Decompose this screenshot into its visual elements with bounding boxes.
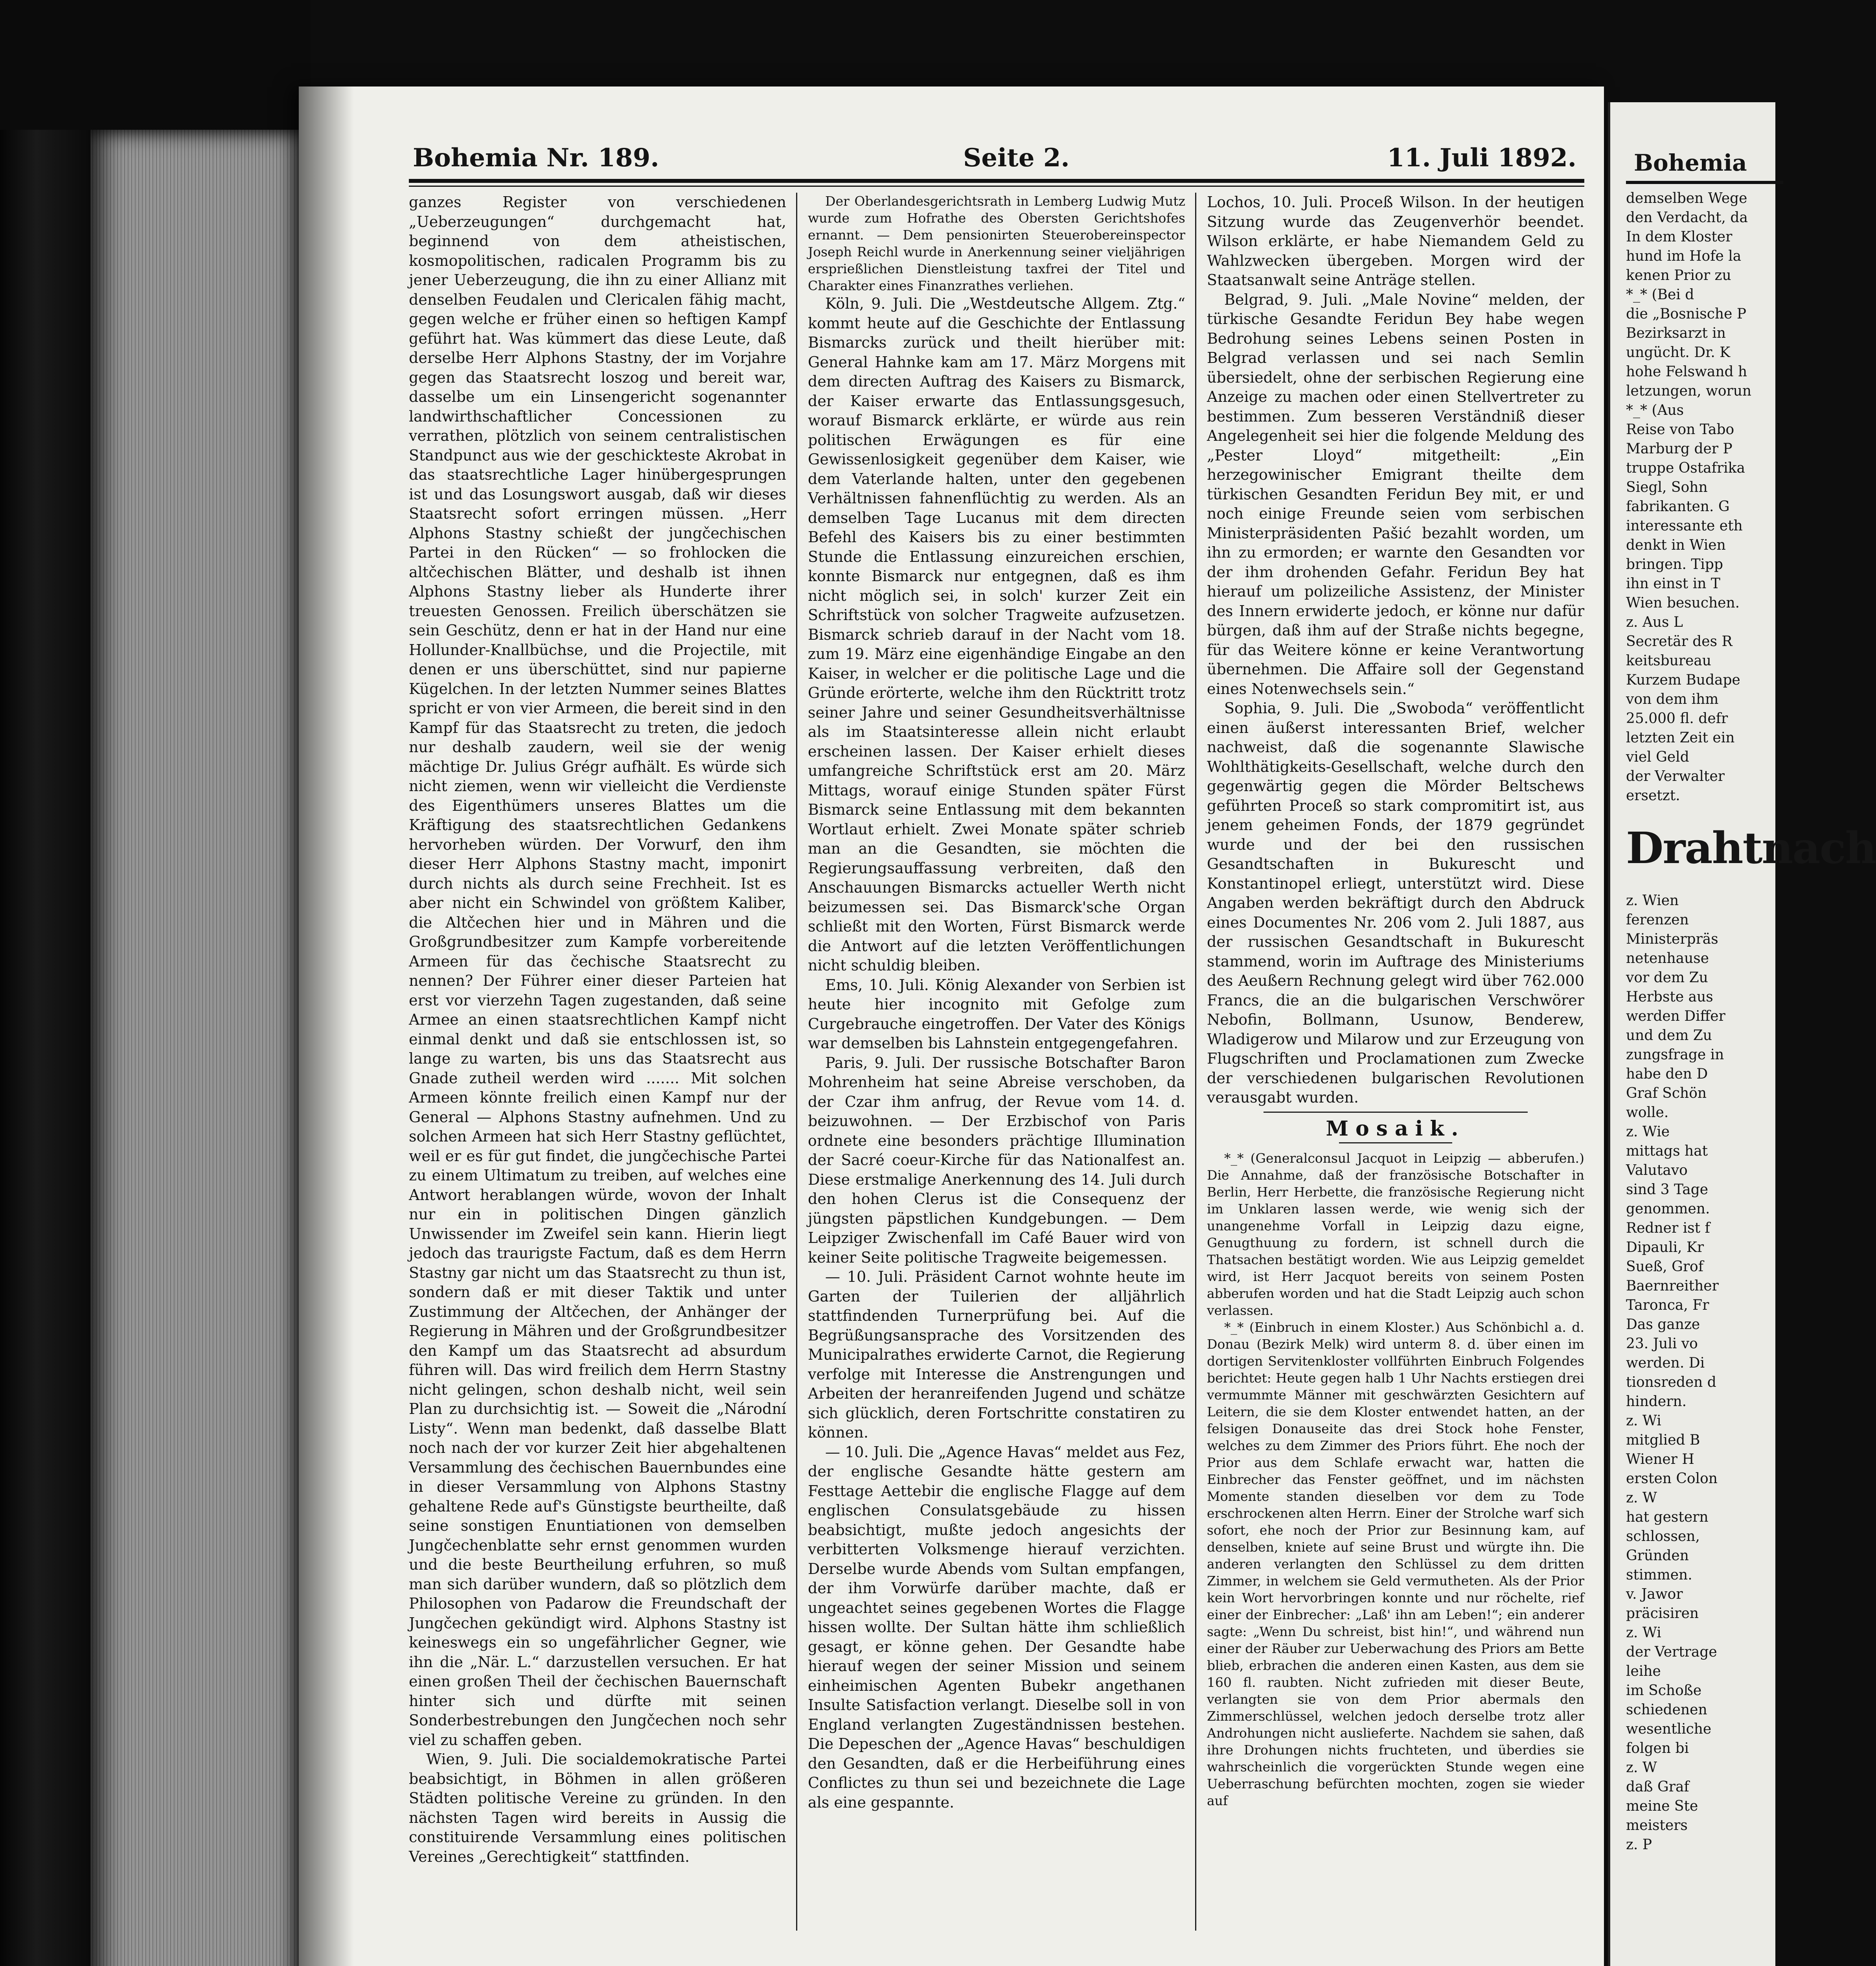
neighbor-line: sind 3 Tage xyxy=(1626,1182,1709,1198)
column-2 xyxy=(808,193,1185,1931)
neighbor-line: meine Ste xyxy=(1626,1798,1698,1814)
neighbor-line: 23. Juli vo xyxy=(1626,1336,1698,1352)
neighbor-line: Gründen xyxy=(1626,1548,1689,1564)
neighbor-line: fabrikanten. G xyxy=(1626,499,1730,515)
neighbor-line: denkt in Wien xyxy=(1626,537,1726,553)
header-rule-thin xyxy=(409,186,1584,187)
neighbor-line: kenen Prior zu xyxy=(1626,267,1731,283)
neighbor-line: 25.000 fl. defr xyxy=(1626,711,1728,727)
neighbor-line: Kurzem Budape xyxy=(1626,672,1740,688)
mosaik-item-einbruch: *_* (Einbruch in einem Kloster.) Aus Schönbichl a. d. Donau (Bezirk Melk) wird unterm 8. d. über einen im dortigen Servitenkloster vollführten Einbruch Folgendes berichtet: Heute gegen halb 1 Uhr Nachts erstiegen drei vermummte Männer mit geschwärzten Gesichtern auf Leitern, die sie dem Kloster entwendet hatten, an der felsigen Donauseite das drei Stock hohe Fenster, welches zu dem Zimmer des Priors führt. Ehe noch der Prior aus dem Schlafe erwacht war, hatten die Einbrecher das Fenster geöffnet, und im nächsten Momente standen dieselben vor dem zu Tode erschrockenen alten Herrn. Einer der Strolche warf sich sofort, ehe noch der Prior zur Besinnung kam, auf denselben, kniete auf seine Brust und würgte ihn. Die anderen verlangten den Schlüssel zu dem dritten Zimmer, in welchem sie Geld vermutheten. Als der Prior kein Wort hervorbringen konnte und nur röchelte, rief einer der Einbrecher: „Laß' ihn am Leben!“; ein anderer sagte: „Wenn Du schreist, bist hin!“, und während nun einer der Räuber zur Ueberwachung des Priors am Bette blieb, erbrachen die anderen einen Kasten, aus dem sie 160 fl. raubten. Nicht zufrieden mit dieser Beute, verlangten sie von dem Prior abermals den Zimmerschlüssel, welchen jedoch derselbe trotz aller Androhungen nicht auslieferte. Nachdem sie sahen, daß ihre Drohungen nichts fruchteten, und überdies sie wahrscheinlich die vorgerückten Stunde wegen eine Ueberraschung befürchten mochten, zogen sie wieder auf xyxy=(1207,1320,1584,1808)
neighbor-line: leihe xyxy=(1626,1663,1661,1679)
neighbor-line: wesentliche xyxy=(1626,1721,1712,1737)
article-paris-3: — 10. Juli. Die „Agence Havas“ meldet aus Fez, der englische Gesandte hätte gestern am Festtage Aettebir die englische Flagge auf dem englischen Consulatsgebäude zu hissen beabsichtigt, mußte jedoch angesichts der verbitterten Volksmenge hierauf verzichten. Derselbe wurde Abends vom Sultan empfangen, der ihm Vorwürfe darüber machte, daß er ungeachtet seines gegebenen Wortes die Flagge hissen wollte. Der Sultan hätte ihm schließlich gesagt, er könne gehen. Der Gesandte habe hierauf wegen der seiner Mission und seinem einheimischen Agenten Bubekr angethanen Insulte Satisfaction verlangt. Dieselbe soll in von England verlangten Zugeständnissen bestehen. Die Depeschen der „Agence Havas“ beschuldigen den Gesandten, daß er die Herbeiführung eines Conflictes zu thun sei und bezeichnete die Lage als eine gespannte. xyxy=(808,1443,1185,1811)
neighbor-line: z. Wie xyxy=(1626,1124,1670,1140)
neighbor-line: interessante eth xyxy=(1626,518,1743,534)
article-paris-1: Paris, 9. Juli. Der russische Botschafter Baron Mohrenheim hat seine Abreise verschoben, da der Czar ihm anfrug, der Revue vom 14. d. beizuwohnen. — Der Erzbischof von Paris ordnete eine besonders prächtige Illumination der Sacré coeur-Kirche für das Nationalfest an. Diese erstmalige Anerkennung des 14. Juli durch den hohen Clerus ist die Consequenz der jüngsten päpstlichen Kundgebungen. — Dem Leipziger Zwischenfall im Café Bauer wird von keiner Seite politische Tragweite beigemessen. xyxy=(808,1054,1185,1266)
neighbor-line: Redner ist f xyxy=(1626,1220,1710,1236)
neighbor-line: den Verdacht, da xyxy=(1626,210,1748,226)
mosaik-title: Mosaik. xyxy=(1326,1116,1466,1141)
neighbor-line: zungsfrage in xyxy=(1626,1047,1724,1063)
text-columns xyxy=(409,193,1584,1935)
article-wien-socialdemokratie: Wien, 9. Juli. Die socialdemokratische Partei beabsichtigt, in Böhmen in allen größeren Städten politische Vereine zu gründen. In den nächsten Tagen wird bereits in Aussig die constituirende Versammlung eines politischen Vereines „Gerechtigkeit“ stattfinden. xyxy=(409,1751,786,1865)
section-rule xyxy=(1339,1142,1452,1143)
top-gutter xyxy=(0,0,311,130)
neighbor-header-rule xyxy=(1626,181,1783,184)
neighbor-line: schlossen, xyxy=(1626,1528,1700,1544)
article-staatsrecht: ganzes Register von verschiedenen „Ueberzeugungen“ durchgemacht hat, beginnend von dem atheistischen, kosmopolitischen, radicalen Programm bis zu jener Ueberzeugung, die ihn zu einer Allianz mit denselben Feudalen und Clericalen fähig macht, gegen welche er früher einen so heftigen Kampf geführt hat. Was kümmert das diese Leute, daß derselbe Herr Alphons Stastny, der im Vorjahre gegen das Staatsrecht loszog und bereit war, dasselbe um ein Linsengericht sogenannter landwirthschaftlicher Concessionen zu verrathen, plötzlich von seinem centralistischen Standpunct aus wie der geschickteste Akrobat in das staatsrechtliche Lager hinübergesprungen ist und das Losungswort ausgab, daß wir dieses Staatsrecht sofort erringen müssen. „Herr Alphons Stastny schießt der jungčechischen Partei in den Rücken“ — so frohlocken die altčechischen Blätter, und deshalb ist ihnen Alphons Stastny lieber als Hunderte ihrer treuesten Genossen. Freilich überschätzen sie sein Geschütz, denn er hat in der Hand nur eine Hollunder-Knallbüchse, und die Projectile, mit denen er uns überschüttet, sind nur papierne Kügelchen. In der letzten Nummer seines Blattes spricht er von vier Armeen, die bereit sind in den Kampf für das Staatsrecht zu treten, die jedoch nur deshalb zaudern, weil sie der wenig mächtige Dr. Julius Grégr aufhält. Es würde sich nicht ziemen, wenn wir vielleicht die Verdienste des Eigenthümers unseres Blattes um die Kräftigung des staatsrechtlichen Gedankens hervorheben würden. Der Vorwurf, den ihm dieser Herr Alphons Stastny macht, imponirt durch nichts als durch seine Frechheit. Ist es aber nicht ein Schwindel von größtem Kaliber, die Altčechen hier und in Mähren und die Großgrundbesitzer zum Kampfe vorbereitende Armeen für das čechische Staatsrecht zu nennen? Der Führer einer dieser Parteien hat erst vor vierzehn Tagen zugestanden, daß seine Armee an einen staatsrechtlichen Kampf nicht einmal denkt und daß sie entschlossen ist, so lange zu warten, bis uns das Staatsrecht aus Gnade zutheil werden wird ....... Mit solchen Armeen könnte freilich einen Kampf nur der General — Alphons Stastny aufnehmen. Und zu solchen Armeen hat sich Herr Stastny geflüchtet, weil er es für gut findet, die jungčechische Partei zu einem Ultimatum zu treiben, auf welches eine Antwort herablangen würde, wovon der Inhalt nur ein in politischen Dingen gänzlich Unwissender im Zweifel sein kann. Hierin liegt jedoch das traurigste Factum, daß es dem Herrn Stastny gar nicht um das Staatsrecht zu thun ist, sondern daß er mit dieser Taktik und unter Zustimmung der Altčechen, der Anhänger der Regierung in Mähren und der Großgrundbesitzer den Kampf um das Staatsrecht ad absurdum führen will. Das wird freilich dem Herrn Stastny nicht gelingen, schon deshalb nicht, weil sein Plan zu durchsichtig ist. — Soweit die „Národní Listy“. Wenn man bedenkt, daß dasselbe Blatt noch nach der vor kurzer Zeit hier abgehaltenen Versammlung des čechischen Bauernbundes eine in dieser Versammlung von Alphons Stastny gehaltene Rede auf's Günstigste beurtheilte, daß seine sonstigen Enuntiationen von demselben Jungčechenblatte sehr ernst genommen wurden und die beste Beurtheilung erfuhren, so muß man sich darüber wundern, daß so plötzlich dem Philosophen von Padarow die Freundschaft der Jungčechen gekündigt wird. Alphons Stastny ist keineswegs ein so ungefährlicher Gegner, wie ihn die „När. L.“ darzustellen versuchen. Er hat einen großen Theil der čechischen Bauernschaft hinter sich und dürfte mit seinen Sonderbestrebungen den Jungčechen noch sehr viel zu schaffen geben. xyxy=(409,193,786,1749)
neighbor-line xyxy=(1626,805,1830,825)
neighbor-heading: Drahtnach xyxy=(1626,823,1876,873)
article-lochos: Lochos, 10. Juli. Proceß Wilson. In der heutigen Sitzung wurde das Zeugenverhör beendet. Wilson erklärte, er habe Niemandem Geld zu Wahlzwecken übergeben. Morgen wird der Staatsanwalt seine Anträge stellen. xyxy=(1207,193,1584,289)
neighbor-line: Siegl, Sohn xyxy=(1626,479,1708,495)
neighbor-line: habe den D xyxy=(1626,1066,1708,1082)
section-rule xyxy=(1264,1112,1528,1113)
article-ems: Ems, 10. Juli. König Alexander von Serbien ist heute hier incognito mit Gefolge zum Curgebrauche eingetroffen. Der Vater des Königs war demselben bis Lahnstein entgegengefahren. xyxy=(808,976,1185,1052)
article-sophia: Sophia, 9. Juli. Die „Swoboda“ veröffentlicht einen äußerst interessanten Brief, welcher nachweist, daß die sogenannte Slawische Wohlthätigkeits-Gesellschaft, welche durch den gegenwärtig gegen die Mörder Beltschews geführten Proceß so stark compromitirt ist, aus jenem geheimen Fonds, der 1879 gegründet wurde und der bei den russischen Gesandtschaften in Bukurescht und Konstantinopel erliegt, unterstützt wird. Diese Angaben werden bekräftigt durch den Abdruck eines Documentes Nr. 206 vom 2. Juli 1887, aus der russischen Gesandtschaft in Bukurescht stammend, worin im Auftrage des Ministeriums des Aeußern Rechnung gelegt wird über 762.000 Francs, die an die bulgarischen Verschwörer Nebofin, Bollmann, Usunow, Benderew, Wladigerow und Milarow und zur Erzeugung von Flugschriften und Proclamationen zum Zwecke der verschiedenen bulgarischen Revolutionen verausgabt wurden. xyxy=(1207,700,1584,1106)
neighbor-line: genommen. xyxy=(1626,1201,1710,1217)
neighbor-line: mittags hat xyxy=(1626,1143,1708,1159)
neighbor-line: z. Wi xyxy=(1626,1625,1661,1641)
neighbor-line: die „Bosnische P xyxy=(1626,306,1747,322)
book-spine xyxy=(0,0,90,1966)
neighbor-line: hindern. xyxy=(1626,1394,1687,1410)
page-number: Seite 2. xyxy=(963,143,1070,173)
neighbor-line xyxy=(1626,872,1830,891)
issue-date: 11. Juli 1892. xyxy=(1387,143,1576,173)
neighbor-line: präcisiren xyxy=(1626,1605,1699,1622)
neighbor-line: z. Wi xyxy=(1626,1413,1661,1429)
neighbor-line: hohe Felswand h xyxy=(1626,364,1747,380)
neighbor-line: Wien besuchen. xyxy=(1626,595,1740,611)
neighbor-line: daß Graf xyxy=(1626,1779,1689,1795)
article-paris-2: — 10. Juli. Präsident Carnot wohnte heute im Garten der Tuilerien der alljährlich stattfindenden Turnerprüfung bei. Auf die Begrüßungsansprache des Vorsitzenden des Municipalrathes erwiderte Carnot, die Regierung verfolge mit Interesse die Anstrengungen und Arbeiten der heranreifenden Jugend und schätze sich glücklich, deren Fortschritte constatiren zu können. xyxy=(808,1268,1185,1441)
neighbor-line: meisters xyxy=(1626,1817,1688,1833)
column-3 xyxy=(1207,193,1584,1931)
neighbor-line: In dem Kloster xyxy=(1626,229,1733,245)
mosaik-item-jacquot: *_* (Generalconsul Jacquot in Leipzig — abberufen.) Die Annahme, daß der französische Botschafter in Berlin, Herr Herbette, die französische Regierung nicht im Unklaren lassen werde, wie wenig sich der unangenehme Vorfall in Leipzig dazu eigne, Genugthuung zu fordern, ist schnell durch die Thatsachen bestätigt worden. Wie aus Leipzig gemeldet wird, ist Herr Jacquot bereits von seinem Posten abberufen worden und hat die Stadt Leipzig auch schon verlassen. xyxy=(1207,1151,1584,1318)
neighbor-line: Marburg der P xyxy=(1626,441,1733,457)
neighbor-line: demselben Wege xyxy=(1626,190,1747,206)
page-header xyxy=(413,134,1576,181)
neighbor-line: Wiener H xyxy=(1626,1451,1694,1467)
neighbor-page xyxy=(1608,102,1876,1966)
neighbor-page-header: Bohemia xyxy=(1634,149,1747,176)
neighbor-line: ungücht. Dr. K xyxy=(1626,344,1731,361)
page-stack-edge xyxy=(90,130,311,1966)
neighbor-line: Baernreither xyxy=(1626,1278,1719,1294)
article-belgrad: Belgrad, 9. Juli. „Male Novine“ melden, der türkische Gesandte Feridun Bey habe wegen Bedrohung seines Lebens seinen Posten in Belgrad verlassen und sei nach Semlin übersiedelt, ohne der serbischen Regierung eine Anzeige zu machen oder einen Stellvertreter zu bestimmen. Zum besseren Verständniß dieser Angelegenheit sei hier die folgende Meldung des „Pester Lloyd“ mitgetheilt: „Ein herzegowinischer Emigrant theilte dem türkischen Gesandten Feridun Bey mit, er und noch einige Freunde seien vom serbischen Ministerpräsidenten Pašić bezahlt worden, um ihn zu ermorden; er warnte den Gesandten vor der ihm drohenden Gefahr. Feridun Bey hat hierauf um polizeiliche Assistenz, der Minister des Innern erwiderte jedoch, er könne nur dafür bürgen, daß ihm auf der Straße nichts begegne, für das Weitere könne er keine Verantwortung übernehmen. Die Affaire soll der Gegenstand eines Notenwechsels sein.“ xyxy=(1207,291,1584,698)
neighbor-line: Taronca, Fr xyxy=(1626,1297,1709,1313)
neighbor-line: z. Aus L xyxy=(1626,614,1683,630)
neighbor-line: ihn einst in T xyxy=(1626,576,1720,592)
neighbor-line: z. W xyxy=(1626,1760,1657,1776)
paper-issue: Bohemia Nr. 189. xyxy=(413,143,659,173)
neighbor-line: *_* (Aus xyxy=(1626,402,1684,418)
column-separator xyxy=(1195,193,1196,1931)
neighbor-line: Sueß, Grof xyxy=(1626,1259,1704,1275)
header-rule xyxy=(409,179,1584,183)
neighbor-line: bringen. Tipp xyxy=(1626,556,1723,572)
column-1 xyxy=(409,193,786,1931)
neighbor-line: hat gestern xyxy=(1626,1509,1709,1525)
neighbor-line: der Vertrage xyxy=(1626,1644,1717,1660)
neighbor-line: werden Differ xyxy=(1626,1008,1725,1024)
neighbor-line: z. Wien xyxy=(1626,893,1679,909)
neighbor-line: *_* (Bei d xyxy=(1626,287,1694,303)
neighbor-line: werden. Di xyxy=(1626,1355,1705,1371)
neighbor-line: letzungen, worun xyxy=(1626,383,1752,399)
binding-shadow xyxy=(299,87,354,1966)
neighbor-line: tionsreden d xyxy=(1626,1374,1716,1390)
neighbor-line: mitglied B xyxy=(1626,1432,1700,1448)
neighbor-line: netenhause xyxy=(1626,950,1709,966)
article-personalia: Der Oberlandesgerichtsrath in Lemberg Ludwig Mutz wurde zum Hofrathe des Obersten Gerichtshofes ernannt. — Dem pensionirten Steuerobereinspector Joseph Reichl wurde in Anerkennung seiner vieljährigen ersprießlichen Dienstleistung taxfrei der Titel und Charakter eines Finanzrathes verliehen. xyxy=(808,193,1185,293)
neighbor-line: schiedenen xyxy=(1626,1702,1707,1718)
article-koeln-bismarck: Köln, 9. Juli. Die „Westdeutsche Allgem. Ztg.“ kommt heute auf die Geschichte der Entlassung Bismarcks zurück und theilt hierüber mit: General Hahnke kam am 17. März Morgens mit dem directen Auftrag des Kaisers zu Bismarck, der Kaiser erwarte das Entlassungsgesuch, worauf Bismarck erklärte, er würde aus rein politischen Erwägungen es für eine Gewissenlosigkeit gegenüber dem Kaiser, wie dem Vaterlande halten, unter den gegebenen Verhältnissen fahnenflüchtig zu werden. Als an demselben Tage Lucanus mit dem directen Befehl des Kaisers bis zu einer bestimmten Stunde die Entlassung einzureichen erschien, konnte Bismarck nur entgegnen, daß es ihm nicht möglich sei, in solch' kurzer Zeit ein Schriftstück von solcher Tragweite aufzusetzen. Bismarck schrieb darauf in der Nacht vom 18. zum 19. März eine eigenhändige Eingabe an den Kaiser, in welcher er die politische Lage und die Gründe erörterte, welche ihm den Rücktritt trotz seiner Jahre und seiner Gesundheitsverhältnisse als im Staatsinteresse allein nicht erlaubt erscheinen lassen. Der Kaiser erhielt dieses umfangreiche Schriftstück erst am 20. März Mittags, worauf einige Stunden später Fürst Bismarck seine Entlassung mit dem bekannten Wortlaut erhielt. Zwei Monate später schrieb man an die Gesandten, sie möchten die Regierungsauffassung verbreiten, daß den Anschauungen Bismarcks actueller Werth nicht beizumessen sei. Das Bismarck'sche Organ schließt mit den Worten, Fürst Bismarck werde die Antwort auf die letzten Veröffentlichungen nicht schuldig bleiben. xyxy=(808,295,1185,974)
neighbor-line: und dem Zu xyxy=(1626,1027,1712,1044)
neighbor-line: folgen bi xyxy=(1626,1740,1689,1756)
neighbor-line: Graf Schön xyxy=(1626,1085,1707,1101)
neighbor-line: Reise von Tabo xyxy=(1626,422,1734,438)
column-separator xyxy=(796,193,797,1931)
neighbor-line: im Schoße xyxy=(1626,1683,1702,1699)
neighbor-line: Herbste aus xyxy=(1626,989,1713,1005)
neighbor-line: vor dem Zu xyxy=(1626,970,1708,986)
neighbor-line: hund im Hofe la xyxy=(1626,248,1742,264)
neighbor-line: der Verwalter xyxy=(1626,768,1725,784)
neighbor-line: viel Geld xyxy=(1626,749,1689,765)
newspaper-page xyxy=(299,87,1604,1966)
neighbor-line: ersten Colon xyxy=(1626,1471,1718,1487)
neighbor-line: wolle. xyxy=(1626,1104,1669,1121)
neighbor-page-text xyxy=(1626,189,1876,1854)
neighbor-line: von dem ihm xyxy=(1626,691,1719,707)
neighbor-line: z. P xyxy=(1626,1837,1652,1853)
neighbor-line: Dipauli, Kr xyxy=(1626,1239,1704,1255)
neighbor-line: Das ganze xyxy=(1626,1316,1700,1333)
neighbor-line: ferenzen xyxy=(1626,912,1689,928)
neighbor-line: z. W xyxy=(1626,1490,1657,1506)
neighbor-line: Bezirksarzt in xyxy=(1626,325,1726,341)
neighbor-line: v. Jawor xyxy=(1626,1586,1683,1602)
neighbor-line: letzten Zeit ein xyxy=(1626,730,1735,746)
neighbor-line: Ministerpräs xyxy=(1626,931,1718,947)
neighbor-line: stimmen. xyxy=(1626,1567,1692,1583)
neighbor-line: keitsbureau xyxy=(1626,653,1711,669)
neighbor-line: Valutavo xyxy=(1626,1162,1688,1178)
neighbor-line: ersetzt. xyxy=(1626,788,1680,804)
neighbor-line: Secretär des R xyxy=(1626,633,1733,650)
neighbor-line: truppe Ostafrika xyxy=(1626,460,1745,476)
